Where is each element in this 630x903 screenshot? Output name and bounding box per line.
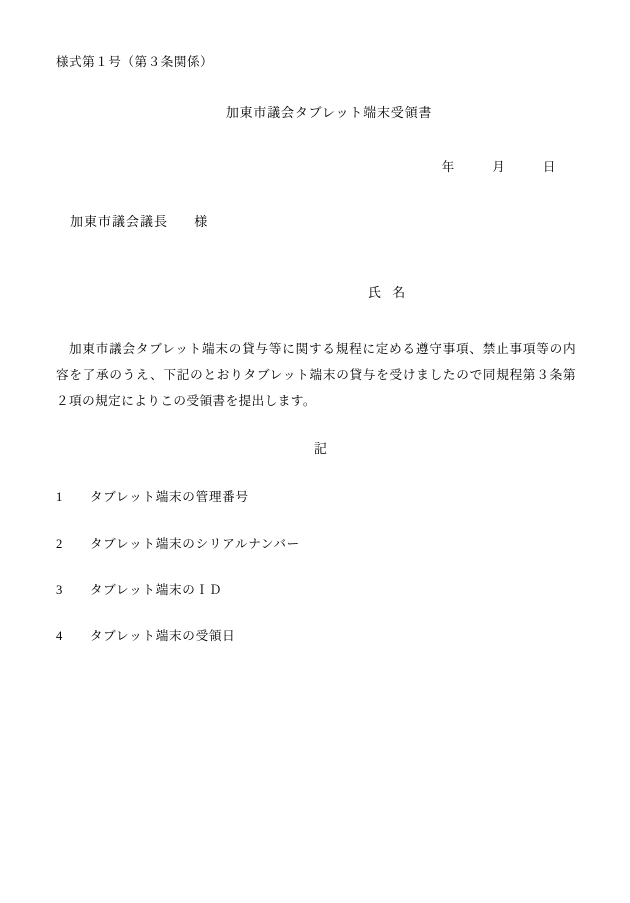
addressee <box>56 211 576 230</box>
date-year-label: 年 <box>441 160 455 174</box>
body-paragraph: 加東市議会タブレット端末の貸与等に関する規程に定める遵守事項、禁止事項等の内容を了承のうえ、下記のとおりタブレット端末の貸与を受けましたので同規程第３条第２項の規定によりこの受領書を提出します。 <box>56 342 576 408</box>
item-label: タブレット端末のシリアルナンバー <box>89 536 300 551</box>
list-item <box>56 487 576 507</box>
ki-marker: 記 <box>313 441 328 457</box>
item-list <box>56 487 576 646</box>
date-line <box>56 157 556 175</box>
item-number: 1 <box>56 490 63 505</box>
addressee-honorific: 様 <box>194 214 209 229</box>
item-number: 3 <box>56 582 63 597</box>
addressee-name: 加東市議会議長 <box>70 214 169 229</box>
item-number: 2 <box>56 536 63 551</box>
item-label: タブレット端末の受領日 <box>89 628 236 643</box>
list-item <box>56 626 576 646</box>
item-number: 4 <box>56 628 63 643</box>
page-title: 加東市議会タブレット端末受領書 <box>225 105 433 120</box>
date-month-label: 月 <box>492 160 506 174</box>
signature-given-label: 名 <box>392 285 407 300</box>
signature-surname-label: 氏 <box>368 285 383 300</box>
item-label: タブレット端末の管理番号 <box>89 490 249 505</box>
item-label: タブレット端末のＩＤ <box>89 582 223 597</box>
form-number: 様式第１号（第３条関係） <box>56 55 214 69</box>
document-content <box>56 52 576 672</box>
date-day-label: 日 <box>542 160 556 174</box>
signature-name-field <box>56 282 576 301</box>
list-item <box>56 534 576 554</box>
list-item <box>56 580 576 600</box>
